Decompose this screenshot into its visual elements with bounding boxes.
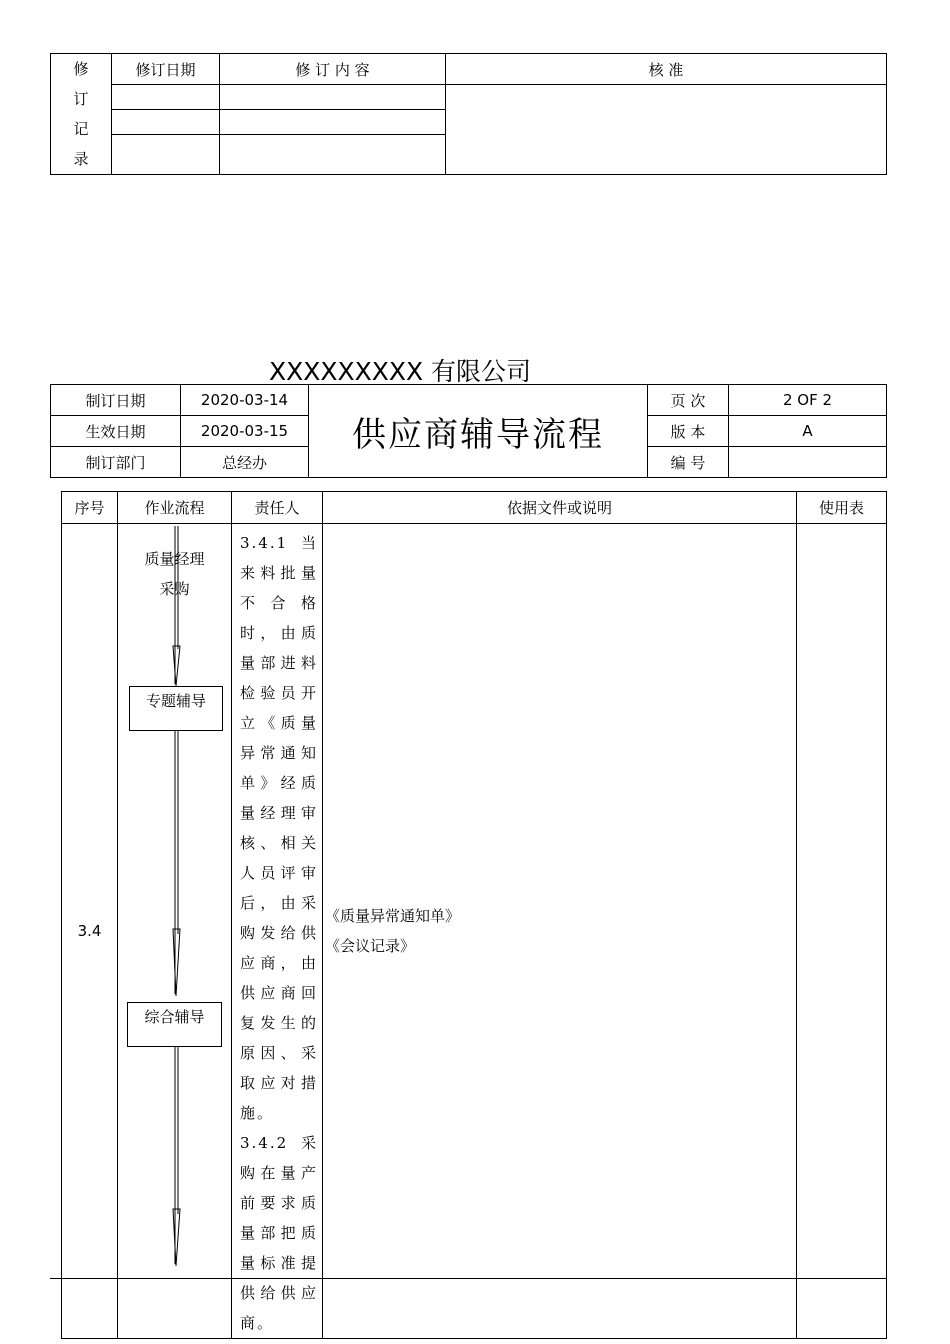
flow-arrowhead bbox=[173, 1209, 180, 1266]
dept-label: 制订部门 bbox=[51, 447, 181, 478]
responsibility-item: 3.4.1 当来料批量不合格时，由质量部进料检验员开立《质量异常通知单》经质量经理审核、相关人员评审后，由采购发给供应商，由供应商回复发生的原因、采取应对措施。 bbox=[240, 534, 318, 1122]
effective-date-label: 生效日期 bbox=[51, 416, 181, 447]
flow-box-comprehensive: 综合辅导 bbox=[127, 1002, 222, 1047]
basis-cell bbox=[323, 524, 797, 1339]
effective-date-value: 2020-03-15 bbox=[181, 416, 309, 447]
flow-box-special: 专题辅导 bbox=[129, 686, 223, 731]
dept-value: 总经办 bbox=[181, 447, 309, 478]
version-label: 版 本 bbox=[648, 416, 729, 447]
revision-date-cell bbox=[112, 110, 220, 135]
revision-side-label bbox=[51, 54, 112, 175]
revision-content-cell bbox=[220, 135, 446, 175]
revision-content-cell bbox=[220, 110, 446, 135]
col-owner-header: 责任人 bbox=[232, 492, 323, 524]
flow-arrowhead bbox=[173, 646, 180, 686]
col-seq-header: 序号 bbox=[62, 492, 118, 524]
col-forms-header: 使用表 bbox=[797, 492, 887, 524]
page-label: 页 次 bbox=[648, 385, 729, 416]
version-value: A bbox=[729, 416, 887, 447]
revision-content-cell bbox=[220, 85, 446, 110]
flow-arrowhead bbox=[173, 929, 180, 996]
made-date-label: 制订日期 bbox=[51, 385, 181, 416]
forms-cell bbox=[797, 524, 887, 1339]
basis-document: 《质量异常通知单》 bbox=[325, 907, 461, 925]
responsibility-item: 3.4.2 采购在量产前要求质量部把质量标准提供给供应商。 bbox=[240, 1134, 318, 1332]
flow-diagram bbox=[118, 524, 231, 1274]
flow-start-label: 采购 bbox=[159, 580, 190, 598]
flow-start-label: 质量经理 bbox=[144, 550, 205, 568]
revision-date-cell bbox=[112, 135, 220, 175]
col-basis-header: 依据文件或说明 bbox=[323, 492, 797, 524]
basis-document: 《会议记录》 bbox=[325, 937, 416, 955]
company-name: XXXXXXXXX 有限公司 bbox=[268, 357, 532, 386]
revision-side-char: 订 bbox=[73, 90, 89, 108]
document-header-table bbox=[50, 384, 887, 478]
revision-side-char: 录 bbox=[73, 150, 89, 168]
revision-side-char: 记 bbox=[73, 120, 89, 138]
page-value: 2 OF 2 bbox=[729, 385, 887, 416]
process-table bbox=[61, 491, 887, 1339]
responsibility-cell bbox=[232, 524, 323, 1339]
col-flow-header: 作业流程 bbox=[118, 492, 232, 524]
number-value bbox=[729, 447, 887, 478]
revision-date-cell bbox=[112, 85, 220, 110]
revision-approve-header: 核 准 bbox=[446, 54, 887, 85]
revision-approve-cell bbox=[446, 85, 887, 175]
document-title: 供应商辅导流程 bbox=[309, 385, 648, 478]
footer-divider bbox=[50, 1278, 887, 1279]
revision-table bbox=[50, 53, 887, 175]
number-label: 编 号 bbox=[648, 447, 729, 478]
revision-content-header: 修 订 内 容 bbox=[220, 54, 446, 85]
flow-cell bbox=[118, 524, 232, 1339]
seq-cell: 3.4 bbox=[62, 524, 118, 1339]
revision-date-header: 修订日期 bbox=[112, 54, 220, 85]
made-date-value: 2020-03-14 bbox=[181, 385, 309, 416]
revision-side-char: 修 bbox=[73, 60, 89, 78]
